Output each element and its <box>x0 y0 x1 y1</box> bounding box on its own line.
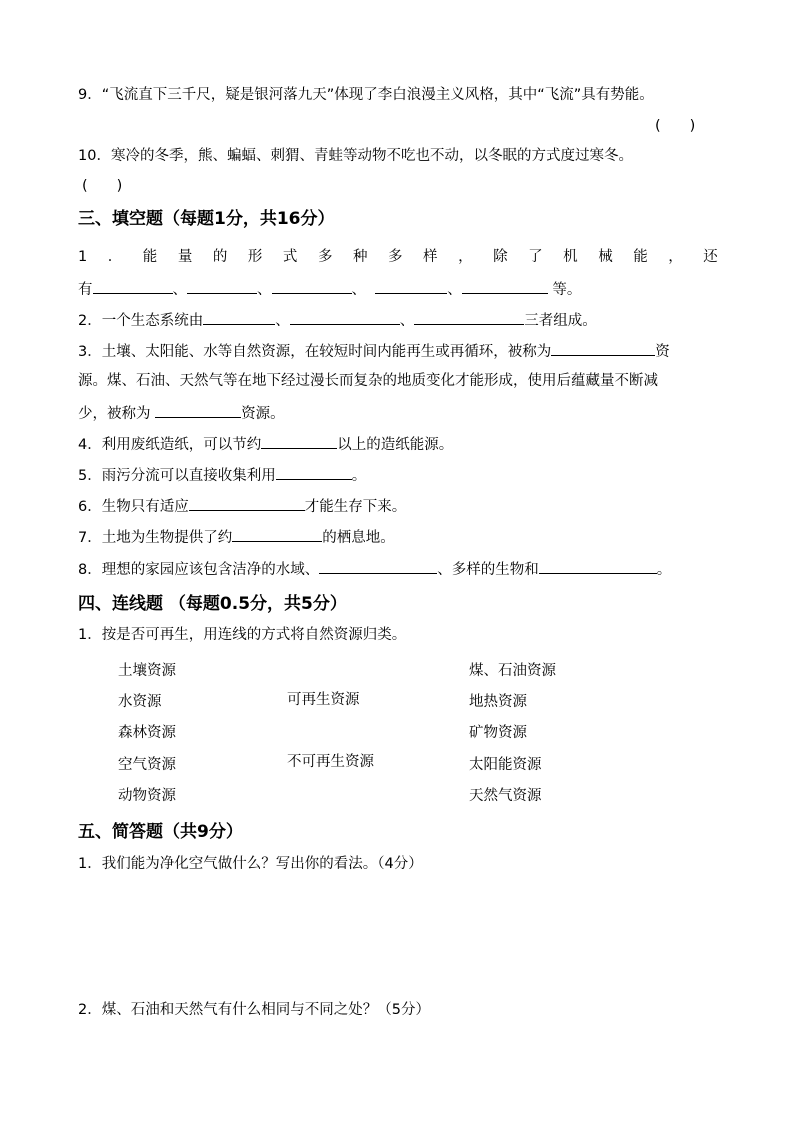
fill-q5-blank[interactable] <box>276 464 352 480</box>
fill-q1-line2: 有 、 、 、 、 等。 <box>78 278 581 300</box>
fill-q8-blank-2[interactable] <box>539 558 657 574</box>
q1-char: 能 <box>633 249 648 265</box>
fill-q4: 4．利用废纸造纸，可以节约 以上的造纸能源。 <box>78 433 453 455</box>
judge-q10-answer-paren[interactable]: ( ) <box>82 178 123 194</box>
match-left-item[interactable]: 动物资源 <box>118 788 176 804</box>
q1-char: 1 <box>78 249 88 265</box>
fill-q2-blank-2[interactable] <box>290 309 400 325</box>
short-q2: 2．煤、石油和天然气有什么相同与不同之处？（5分） <box>78 1002 430 1018</box>
q1-char: 量 <box>177 249 193 265</box>
fill-q1-blank-5[interactable] <box>462 278 548 294</box>
match-category-renewable[interactable]: 可再生资源 <box>287 692 360 708</box>
fill-q1-blank-3[interactable] <box>272 278 352 294</box>
fill-q6: 6．生物只有适应 才能生存下来。 <box>78 495 406 517</box>
match-instruction: 1．按是否可再生，用连线的方式将自然资源归类。 <box>78 627 407 643</box>
judge-q10: 10．寒冷的冬季，熊、蝙蝠、刺猬、青蛙等动物不吃也不动，以冬眠的方式度过寒冬。 <box>78 148 633 164</box>
q1-char: 样 <box>423 249 438 265</box>
q1-char: ． <box>107 249 123 265</box>
q1-char: 机 <box>563 249 578 265</box>
fill-q3-blank-2[interactable] <box>155 402 241 418</box>
q1-char: ， <box>668 249 683 265</box>
fill-q2-blank-3[interactable] <box>414 309 524 325</box>
section-short-title: 五、简答题（共9分） <box>78 822 243 842</box>
judge-q9-answer-paren[interactable]: ( ) <box>655 118 696 134</box>
match-right-item[interactable]: 地热资源 <box>469 694 527 710</box>
q1-char: 多 <box>317 249 333 265</box>
fill-q2: 2．一个生态系统由 、 、 三者组成。 <box>78 309 597 331</box>
fill-q3-line1: 3．土壤、太阳能、水等自然资源，在较短时间内能再生或再循环，被称为 资 <box>78 340 670 362</box>
fill-q3-blank-1[interactable] <box>551 340 655 356</box>
fill-q6-blank[interactable] <box>189 495 305 511</box>
fill-q7: 7．土地为生物提供了约 的栖息地。 <box>78 526 395 548</box>
q1-char: 多 <box>388 249 403 265</box>
match-right-item[interactable]: 天然气资源 <box>469 788 542 804</box>
fill-q8: 8．理想的家园应该包含洁净的水域、 、多样的生物和 。 <box>78 558 671 580</box>
match-left-item[interactable]: 水资源 <box>118 694 162 710</box>
fill-q3-line2: 源。煤、石油、天然气等在地下经过漫长而复杂的地质变化才能形成，使用后蕴藏量不断减 <box>78 373 658 389</box>
match-category-nonrenewable[interactable]: 不可再生资源 <box>287 754 374 770</box>
match-left-item[interactable]: 土壤资源 <box>118 663 176 679</box>
q1-char: 能 <box>142 249 158 265</box>
q1-char: 式 <box>282 249 298 265</box>
fill-q1-blank-1[interactable] <box>93 278 173 294</box>
match-right-item[interactable]: 矿物资源 <box>469 725 527 741</box>
fill-q2-blank-1[interactable] <box>203 309 275 325</box>
fill-q7-blank[interactable] <box>232 526 322 542</box>
match-right-item[interactable]: 煤、石油资源 <box>469 663 556 679</box>
q1-char: 种 <box>352 249 368 265</box>
judge-q9: 9．“飞流直下三千尺，疑是银河落九天”体现了李白浪漫主义风格，其中“飞流”具有势能。 <box>78 87 654 103</box>
match-left-item[interactable]: 森林资源 <box>118 725 176 741</box>
section-fill-title: 三、填空题（每题1分，共16分） <box>78 209 335 229</box>
fill-q5: 5．雨污分流可以直接收集利用 。 <box>78 464 366 486</box>
fill-q1-blank-2[interactable] <box>187 278 257 294</box>
match-right-item[interactable]: 太阳能资源 <box>469 757 542 773</box>
q1-char: 械 <box>598 249 613 265</box>
section-match-title: 四、连线题 （每题0.5分，共5分） <box>78 594 347 614</box>
fill-q4-blank[interactable] <box>261 433 337 449</box>
q1-char: 了 <box>528 249 543 265</box>
fill-q3-line3: 少，被称为 资源。 <box>78 402 285 424</box>
short-q1: 1．我们能为净化空气做什么？写出你的看法。（4分） <box>78 856 423 872</box>
q1-char: 形 <box>247 249 263 265</box>
q1-char: 的 <box>212 249 228 265</box>
q1-char: 除 <box>493 249 508 265</box>
q1-char: 还 <box>703 249 718 265</box>
match-left-item[interactable]: 空气资源 <box>118 757 176 773</box>
fill-q8-blank-1[interactable] <box>319 558 437 574</box>
q1-char: ， <box>458 249 473 265</box>
fill-q1-blank-4[interactable] <box>375 278 447 294</box>
fill-q1-line1 <box>78 247 718 267</box>
